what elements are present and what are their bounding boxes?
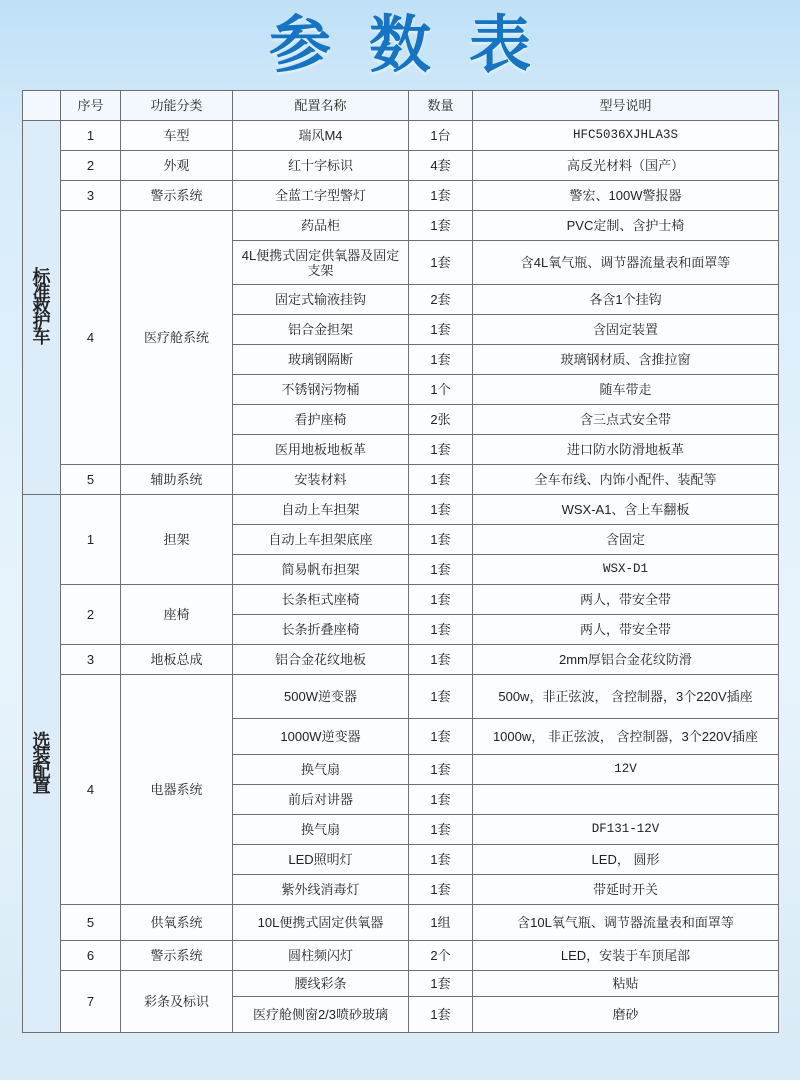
config-name: 换气扇 bbox=[233, 755, 409, 785]
model-description: 500w，非正弦波， 含控制器，3个220V插座 bbox=[473, 675, 779, 719]
model-description: 磨砂 bbox=[473, 997, 779, 1033]
function-category: 担架 bbox=[121, 495, 233, 585]
config-name: 铝合金花纹地板 bbox=[233, 645, 409, 675]
model-description: 玻璃钢材质、含推拉窗 bbox=[473, 345, 779, 375]
model-description: DF131-12V bbox=[473, 815, 779, 845]
config-name: 红十字标识 bbox=[233, 151, 409, 181]
config-name: 500W逆变器 bbox=[233, 675, 409, 719]
quantity: 1套 bbox=[409, 875, 473, 905]
row-number: 1 bbox=[61, 495, 121, 585]
table-row bbox=[23, 121, 779, 151]
model-description: 高反光材料（国产） bbox=[473, 151, 779, 181]
function-category: 警示系统 bbox=[121, 181, 233, 211]
model-description: 2mm厚铝合金花纹防滑 bbox=[473, 645, 779, 675]
row-number: 6 bbox=[61, 941, 121, 971]
quantity: 1套 bbox=[409, 997, 473, 1033]
config-name: 瑞风M4 bbox=[233, 121, 409, 151]
row-number: 3 bbox=[61, 181, 121, 211]
table-row bbox=[23, 465, 779, 495]
quantity: 1套 bbox=[409, 555, 473, 585]
config-name: 腰线彩条 bbox=[233, 971, 409, 997]
config-name: 不锈钢污物桶 bbox=[233, 375, 409, 405]
header-qty: 数量 bbox=[409, 91, 473, 121]
config-name: 医用地板地板革 bbox=[233, 435, 409, 465]
table-row bbox=[23, 645, 779, 675]
config-name: 安装材料 bbox=[233, 465, 409, 495]
group-label-text: 标准救护车 bbox=[32, 267, 51, 347]
quantity: 1套 bbox=[409, 615, 473, 645]
header-config-name: 配置名称 bbox=[233, 91, 409, 121]
table-row bbox=[23, 495, 779, 525]
config-name: 前后对讲器 bbox=[233, 785, 409, 815]
row-number: 4 bbox=[61, 675, 121, 905]
row-number: 2 bbox=[61, 151, 121, 181]
header-model-desc: 型号说明 bbox=[473, 91, 779, 121]
model-description: 含4L氧气瓶、调节器流量表和面罩等 bbox=[473, 241, 779, 285]
table-row bbox=[23, 941, 779, 971]
model-description: 随车带走 bbox=[473, 375, 779, 405]
row-number: 5 bbox=[61, 465, 121, 495]
function-category: 医疗舱系统 bbox=[121, 211, 233, 465]
quantity: 1套 bbox=[409, 315, 473, 345]
table-row bbox=[23, 971, 779, 997]
quantity: 1套 bbox=[409, 645, 473, 675]
row-number: 5 bbox=[61, 905, 121, 941]
function-category: 电器系统 bbox=[121, 675, 233, 905]
quantity: 1套 bbox=[409, 675, 473, 719]
function-category: 外观 bbox=[121, 151, 233, 181]
quantity: 1组 bbox=[409, 905, 473, 941]
model-description: PVC定制、含护士椅 bbox=[473, 211, 779, 241]
config-name: 看护座椅 bbox=[233, 405, 409, 435]
table-row bbox=[23, 585, 779, 615]
model-description: WSX-D1 bbox=[473, 555, 779, 585]
quantity: 1套 bbox=[409, 719, 473, 755]
table-row bbox=[23, 151, 779, 181]
quantity: 1套 bbox=[409, 211, 473, 241]
function-category: 警示系统 bbox=[121, 941, 233, 971]
function-category: 辅助系统 bbox=[121, 465, 233, 495]
function-category: 供氧系统 bbox=[121, 905, 233, 941]
model-description: HFC5036XJHLA3S bbox=[473, 121, 779, 151]
config-name: 圆柱频闪灯 bbox=[233, 941, 409, 971]
config-name: 自动上车担架底座 bbox=[233, 525, 409, 555]
row-number: 4 bbox=[61, 211, 121, 465]
header-group-cell bbox=[23, 91, 61, 121]
function-category: 地板总成 bbox=[121, 645, 233, 675]
table-row bbox=[23, 181, 779, 211]
header-no: 序号 bbox=[61, 91, 121, 121]
quantity: 1套 bbox=[409, 785, 473, 815]
model-description: 含固定 bbox=[473, 525, 779, 555]
model-description: 含10L氧气瓶、调节器流量表和面罩等 bbox=[473, 905, 779, 941]
row-number: 2 bbox=[61, 585, 121, 645]
quantity: 1套 bbox=[409, 435, 473, 465]
quantity: 1套 bbox=[409, 585, 473, 615]
function-category: 座椅 bbox=[121, 585, 233, 645]
spec-table bbox=[22, 90, 779, 1033]
model-description: 1000w， 非正弦波， 含控制器，3个220V插座 bbox=[473, 719, 779, 755]
quantity: 1套 bbox=[409, 495, 473, 525]
quantity: 1台 bbox=[409, 121, 473, 151]
row-number: 1 bbox=[61, 121, 121, 151]
table-row bbox=[23, 675, 779, 719]
quantity: 1套 bbox=[409, 465, 473, 495]
quantity: 1套 bbox=[409, 845, 473, 875]
quantity: 2套 bbox=[409, 285, 473, 315]
quantity: 1套 bbox=[409, 345, 473, 375]
config-name: 4L便携式固定供氧器及固定支架 bbox=[233, 241, 409, 285]
quantity: 1套 bbox=[409, 815, 473, 845]
model-description: 粘贴 bbox=[473, 971, 779, 997]
quantity: 1个 bbox=[409, 375, 473, 405]
header-category: 功能分类 bbox=[121, 91, 233, 121]
table-row bbox=[23, 905, 779, 941]
config-name: 药品柜 bbox=[233, 211, 409, 241]
model-description: 两人，带安全带 bbox=[473, 585, 779, 615]
table-body bbox=[23, 121, 779, 1033]
config-name: 铝合金担架 bbox=[233, 315, 409, 345]
config-name: 医疗舱侧窗2/3喷砂玻璃 bbox=[233, 997, 409, 1033]
model-description: LED，安装于车顶尾部 bbox=[473, 941, 779, 971]
model-description: 各含1个挂钩 bbox=[473, 285, 779, 315]
config-name: LED照明灯 bbox=[233, 845, 409, 875]
config-name: 全蓝工字型警灯 bbox=[233, 181, 409, 211]
config-name: 固定式输液挂钩 bbox=[233, 285, 409, 315]
config-name: 长条柜式座椅 bbox=[233, 585, 409, 615]
function-category: 彩条及标识 bbox=[121, 971, 233, 1033]
quantity: 2张 bbox=[409, 405, 473, 435]
group-label-text: 选装配置 bbox=[32, 730, 51, 796]
model-description: 带延时开关 bbox=[473, 875, 779, 905]
page-title: 参数表 bbox=[268, 11, 569, 80]
config-name: 10L便携式固定供氧器 bbox=[233, 905, 409, 941]
table-row bbox=[23, 211, 779, 241]
row-number: 3 bbox=[61, 645, 121, 675]
quantity: 1套 bbox=[409, 181, 473, 211]
model-description bbox=[473, 785, 779, 815]
model-description: 全车布线、内饰小配件、装配等 bbox=[473, 465, 779, 495]
quantity: 1套 bbox=[409, 971, 473, 997]
config-name: 自动上车担架 bbox=[233, 495, 409, 525]
model-description: 12V bbox=[473, 755, 779, 785]
model-description: LED， 圆形 bbox=[473, 845, 779, 875]
config-name: 1000W逆变器 bbox=[233, 719, 409, 755]
table-header-row bbox=[23, 91, 779, 121]
model-description: 警宏、100W警报器 bbox=[473, 181, 779, 211]
quantity: 4套 bbox=[409, 151, 473, 181]
model-description: 两人，带安全带 bbox=[473, 615, 779, 645]
config-name: 紫外线消毒灯 bbox=[233, 875, 409, 905]
quantity: 1套 bbox=[409, 525, 473, 555]
config-name: 换气扇 bbox=[233, 815, 409, 845]
row-number: 7 bbox=[61, 971, 121, 1033]
quantity: 1套 bbox=[409, 755, 473, 785]
function-category: 车型 bbox=[121, 121, 233, 151]
config-name: 简易帆布担架 bbox=[233, 555, 409, 585]
model-description: 含三点式安全带 bbox=[473, 405, 779, 435]
group-label bbox=[23, 121, 61, 495]
config-name: 长条折叠座椅 bbox=[233, 615, 409, 645]
quantity: 2个 bbox=[409, 941, 473, 971]
group-label bbox=[23, 495, 61, 1033]
model-description: 进口防水防滑地板革 bbox=[473, 435, 779, 465]
model-description: 含固定装置 bbox=[473, 315, 779, 345]
quantity: 1套 bbox=[409, 241, 473, 285]
model-description: WSX-A1、含上车翻板 bbox=[473, 495, 779, 525]
config-name: 玻璃钢隔断 bbox=[233, 345, 409, 375]
